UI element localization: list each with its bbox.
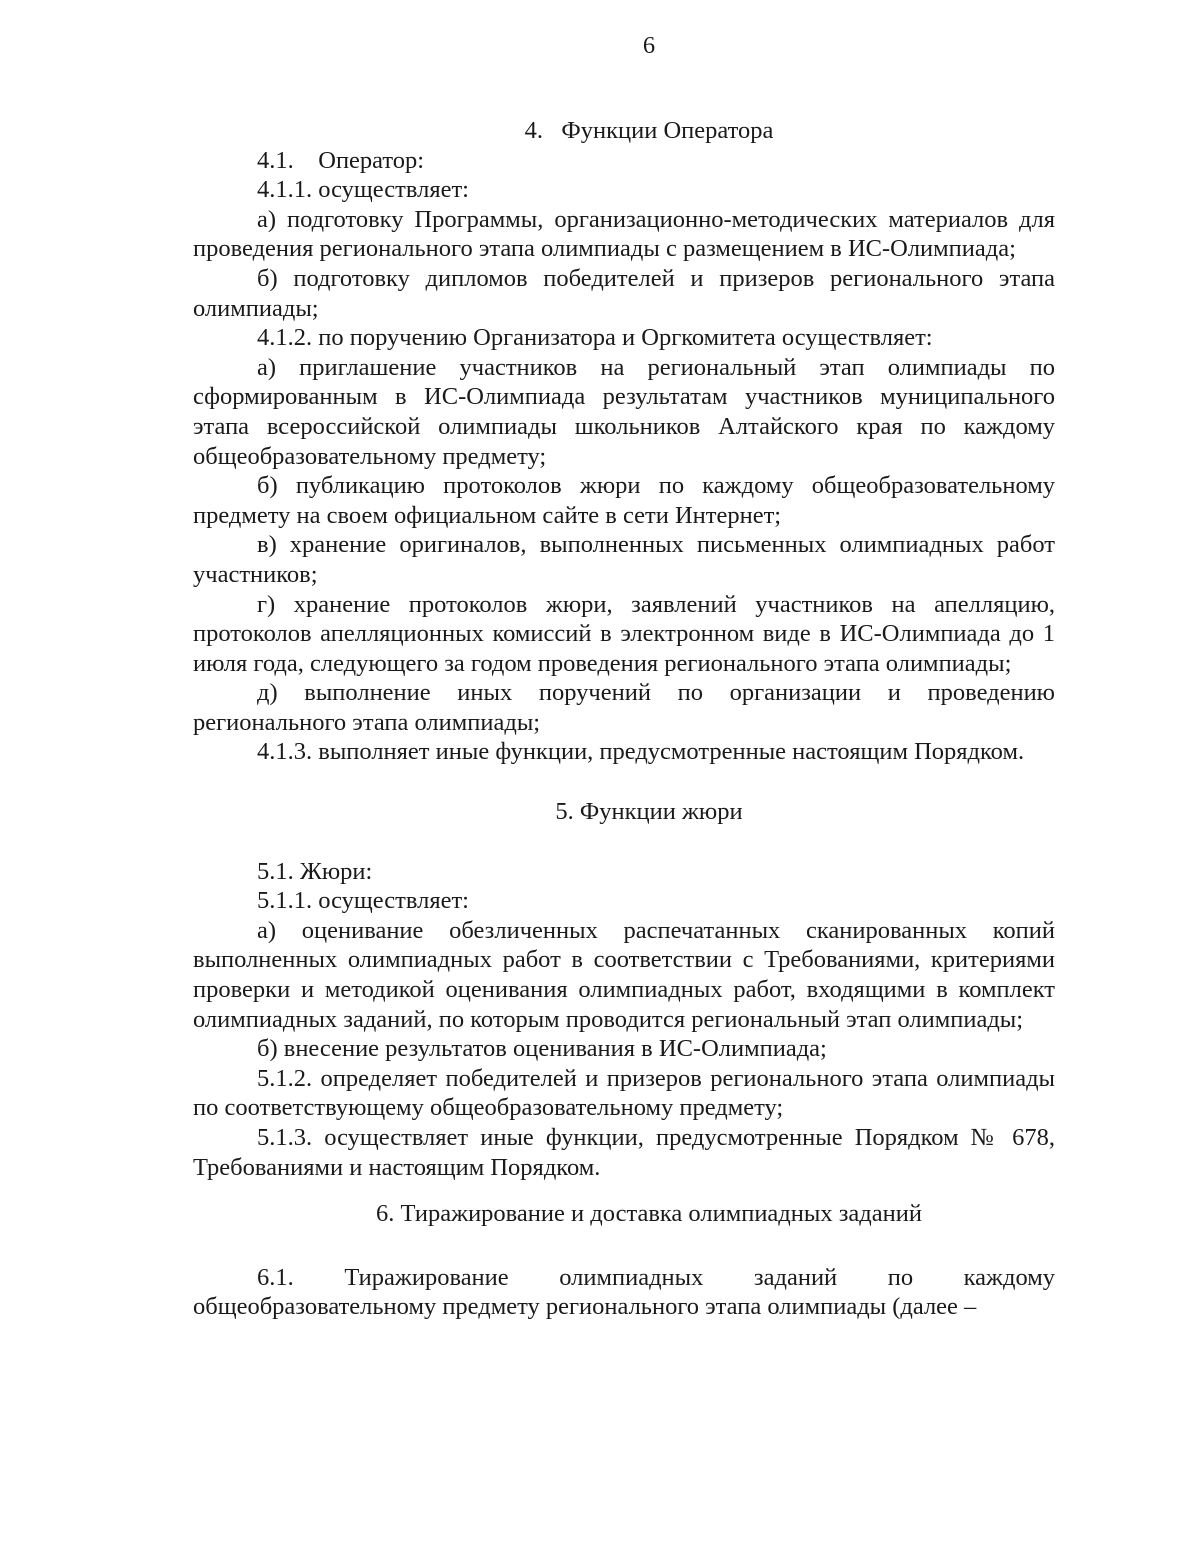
document-page <box>193 30 1055 1322</box>
section-4-paragraph: 4.1.3. выполняет иные функции, предусмотренные настоящим Порядком. <box>257 738 1025 766</box>
section-4-paragraph: д) выполнение иных поручений по организации и проведению регионального этапа олимпиады; <box>193 679 1055 736</box>
section-5-paragraph: 5.1.2. определяет победителей и призеров регионального этапа олимпиады по соответствующему общеобразовательному предмету; <box>193 1064 1055 1122</box>
section-4-paragraph: а) приглашение участников на региональный этап олимпиады по сформированным в ИС-Олимпиада результатам участников муниципального этапа всероссийской олимпиады школьников Алтайского края по каждому общеобразовательному предмету; <box>193 353 1055 470</box>
page-number: 6 <box>642 32 656 59</box>
section-5-paragraph: 5.1. Жюри: <box>257 857 373 885</box>
section-4-paragraph: б) подготовку дипломов победителей и призеров регионального этапа олимпиады; <box>193 264 1055 322</box>
section-5-heading: 5. Функции жюри <box>555 798 743 826</box>
section-6-paragraph: 6.1. Тиражирование олимпиадных заданий по каждому общеобразовательному предмету регионального этапа олимпиады (далее – <box>193 1263 1055 1321</box>
section-4-paragraph: а) подготовку Программы, организационно-методических материалов для проведения регионального этапа олимпиады с размещением в ИС-Олимпиада; <box>193 205 1055 263</box>
section-4-paragraph: г) хранение протоколов жюри, заявлений участников на апелляцию, протоколов апелляционных комиссий в электронном виде в ИС-Олимпиада до 1 июля года, следующего за годом проведения регионального этапа олимпиады; <box>193 590 1055 677</box>
section-5-paragraph: 5.1.3. осуществляет иные функции, предусмотренные Порядком № 678, Требованиями и настоящим Порядком. <box>193 1124 1055 1181</box>
section-5-paragraph: а) оценивание обезличенных распечатанных сканированных копий выполненных олимпиадных работ в соответствии с Требованиями, критериями проверки и методикой оценивания олимпиадных работ, входящими в комплект олимпиадных заданий, по которым проводится региональный этап олимпиады; <box>193 916 1055 1033</box>
section-6-heading: 6. Тиражирование и доставка олимпиадных заданий <box>376 1200 922 1228</box>
section-4-paragraph: 4.1.1. осуществляет: <box>257 176 469 204</box>
section-4-heading: 4. Функции Оператора <box>524 117 774 144</box>
section-5-paragraph: б) внесение результатов оценивания в ИС-Олимпиада; <box>257 1035 827 1063</box>
section-5-paragraph: 5.1.1. осуществляет: <box>257 887 469 915</box>
section-4-paragraph: 4.1. Оператор: <box>257 146 425 174</box>
section-4-paragraph: 4.1.2. по поручению Организатора и Оргкомитета осуществляет: <box>257 324 933 352</box>
section-4-paragraph: б) публикацию протоколов жюри по каждому общеобразовательному предмету на своем официальном сайте в сети Интернет; <box>193 472 1055 529</box>
section-4-paragraph: в) хранение оригиналов, выполненных письменных олимпиадных работ участников; <box>193 531 1055 588</box>
